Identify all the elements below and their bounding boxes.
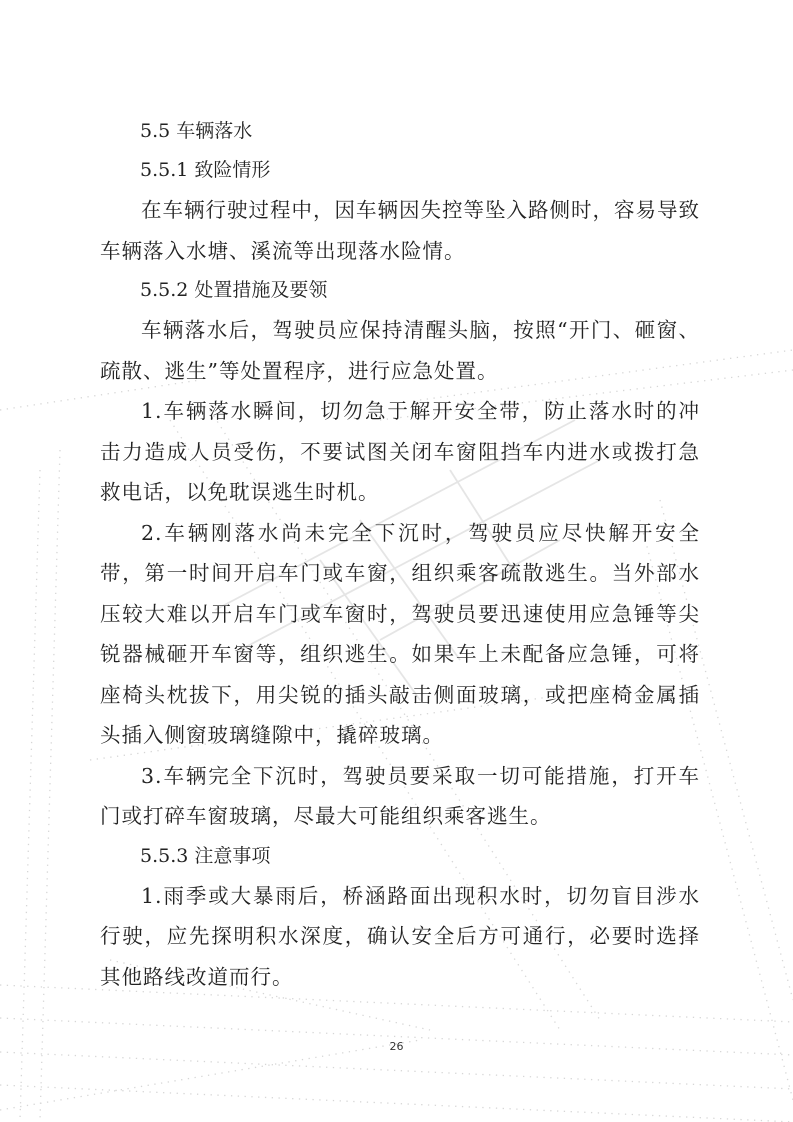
subsection-heading-5-5-3: 5.5.3 注意事项 — [140, 844, 271, 867]
paragraph-notice-1: 1.雨季或大暴雨后，桥涵路面出现积水时，切勿盲目涉水行驶，应先探明积水深度，确认安全后方可通行，必要时选择其他路线改道而行。 — [100, 883, 700, 989]
paragraph-risk-situation: 在车辆行驶过程中，因车辆因失控等坠入路侧时，容易导致车辆落入水塘、溪流等出现落水险情。 — [100, 198, 700, 263]
paragraph-response-procedure: 车辆落水后，驾驶员应保持清醒头脑，按照“开门、砸窗、疏散、逃生”等处置程序，进行应急处置。 — [100, 318, 700, 383]
paragraph-step-2: 2.车辆刚落水尚未完全下沉时，驾驶员应尽快解开安全带，第一时间开启车门或车窗，组织乘客疏散逃生。当外部水压较大难以开启车门或车窗时，驾驶员要迅速使用应急锤等尖锐器械砸开车窗等，组织逃生。如果车上未配备应急锤，可将座椅头枕拔下，用尖锐的插头敲击侧面玻璃，或把座椅金属插头插入侧窗玻璃缝隙中，撬碎玻璃。 — [100, 520, 700, 747]
subsection-heading-5-5-1: 5.5.1 致险情形 — [140, 159, 271, 181]
paragraph-step-1: 1.车辆落水瞬间，切勿急于解开安全带，防止落水时的冲击力造成人员受伤，不要试图关闭车窗阻挡车内进水或拨打急救电话，以免耽误逃生时机。 — [100, 399, 700, 504]
paragraph-step-3: 3.车辆完全下沉时，驾驶员要采取一切可能措施，打开车门或打碎车窗玻璃，尽最大可能组织乘客逃生。 — [100, 763, 700, 828]
document-body — [100, 112, 700, 997]
subsection-heading-5-5-2: 5.5.2 处置措施及要领 — [140, 279, 328, 301]
section-heading-5-5: 5.5 车辆落水 — [140, 120, 253, 142]
page-number: 26 — [389, 1040, 404, 1053]
